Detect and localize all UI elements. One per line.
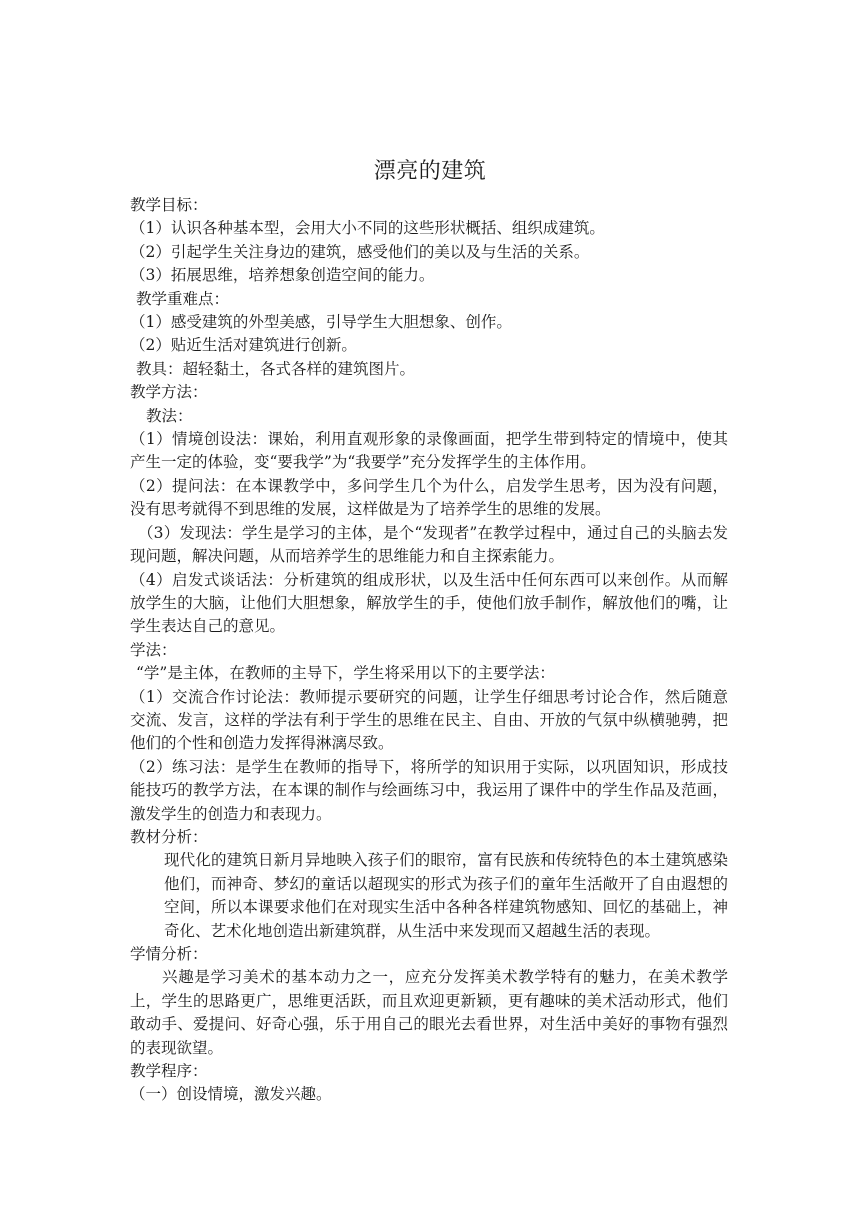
heading-key-points: 教学重难点： [136, 289, 230, 308]
document-title: 漂亮的建筑 [373, 159, 487, 184]
textbook-analysis-paragraph: 现代化的建筑日新月异地映入孩子们的眼帘，富有民族和传统特色的本土建筑感染他们，而神奇、梦幻的童话以超现实的形式为孩子们的童年生活敞开了自由遐想的空间，所以本课要求他们在对现实生活中各种各样建筑物感知、回忆的基础上，神奇化、艺术化地创造出新建筑群，从生活中来发现而又超越生活的表现。 [164, 851, 728, 940]
heading-teaching-methods: 教学方法： [130, 383, 208, 402]
key-point-item: （1）感受建筑的外型美感，引导学生大胆想象、创作。 [130, 313, 512, 332]
method-paragraph: （1）情境创设法：课始，利用直观形象的录像画面，把学生带到特定的情境中，使其产生一定的体验，变“要我学”为“我要学”充分发挥学生的主体作用。 [130, 430, 728, 472]
heading-textbook-analysis: 教材分析： [130, 827, 208, 846]
subheading-teaching-method: 教法： [146, 406, 193, 425]
key-point-item: （2）贴近生活对建筑进行创新。 [130, 336, 357, 355]
goal-item: （3）拓展思维，培养想象创造空间的能力。 [130, 266, 435, 285]
subheading-learning-method: 学法： [130, 640, 177, 659]
learning-method-intro: “学”是主体，在教师的主导下，学生将采用以下的主要学法： [136, 664, 555, 683]
heading-teaching-procedure: 教学程序： [130, 1062, 208, 1081]
method-paragraph: （2）提问法：在本课教学中，多问学生几个为什么，启发学生思考，因为没有问题，没有思考就得不到思维的发展，这样做是为了培养学生的思维的发展。 [130, 476, 728, 519]
method-paragraph: （3）发现法：学生是学习的主体，是个“发现者”在教学过程中，通过自己的头脑去发现问题，解决问题，从而培养学生的思维能力和自主探索能力。 [130, 523, 728, 566]
learning-method-paragraph: （2）练习法：是学生在教师的指导下，将所学的知识用于实际，以巩固知识，形成技能技巧的教学方法，在本课的制作与绘画练习中，我运用了课件中的学生作品及范画，激发学生的创造力和表现力。 [130, 757, 728, 823]
student-analysis-paragraph: 兴趣是学习美术的基本动力之一，应充分发挥美术教学特有的魅力，在美术教学上，学生的思路更广，思维更活跃，而且欢迎更新颖，更有趣味的美术活动形式，他们敢动手、爱提问、好奇心强，乐于用自己的眼光去看世界，对生活中美好的事物有强烈的表现欲望。 [130, 968, 728, 1057]
goal-item: （1）认识各种基本型，会用大小不同的这些形状概括、组织成建筑。 [130, 219, 605, 238]
teaching-aids: 教具：超轻黏土，各式各样的建筑图片。 [136, 359, 416, 378]
heading-student-analysis: 学情分析： [130, 945, 208, 963]
document-body [0, 194, 860, 1107]
goal-item: （2）引起学生关注身边的建筑，感受他们的美以及与生活的关系。 [130, 242, 590, 261]
learning-method-paragraph: （1）交流合作讨论法：教师提示要研究的问题，让学生仔细思考讨论合作，然后随意交流、发言，这样的学法有利于学生的思维在民主、自由、开放的气氛中纵横驰骋，把他们的个性和创造力发挥得淋漓尽致。 [130, 687, 728, 753]
method-paragraph: （4）启发式谈话法：分析建筑的组成形状，以及生活中任何东西可以来创作。从而解放学生的大脑，让他们大胆想象，解放学生的手，使他们放手制作，解放他们的嘴，让学生表达自己的意见。 [130, 570, 728, 636]
heading-teaching-goals: 教学目标： [130, 196, 208, 214]
procedure-step: （一）创设情境，激发兴趣。 [130, 1085, 332, 1104]
